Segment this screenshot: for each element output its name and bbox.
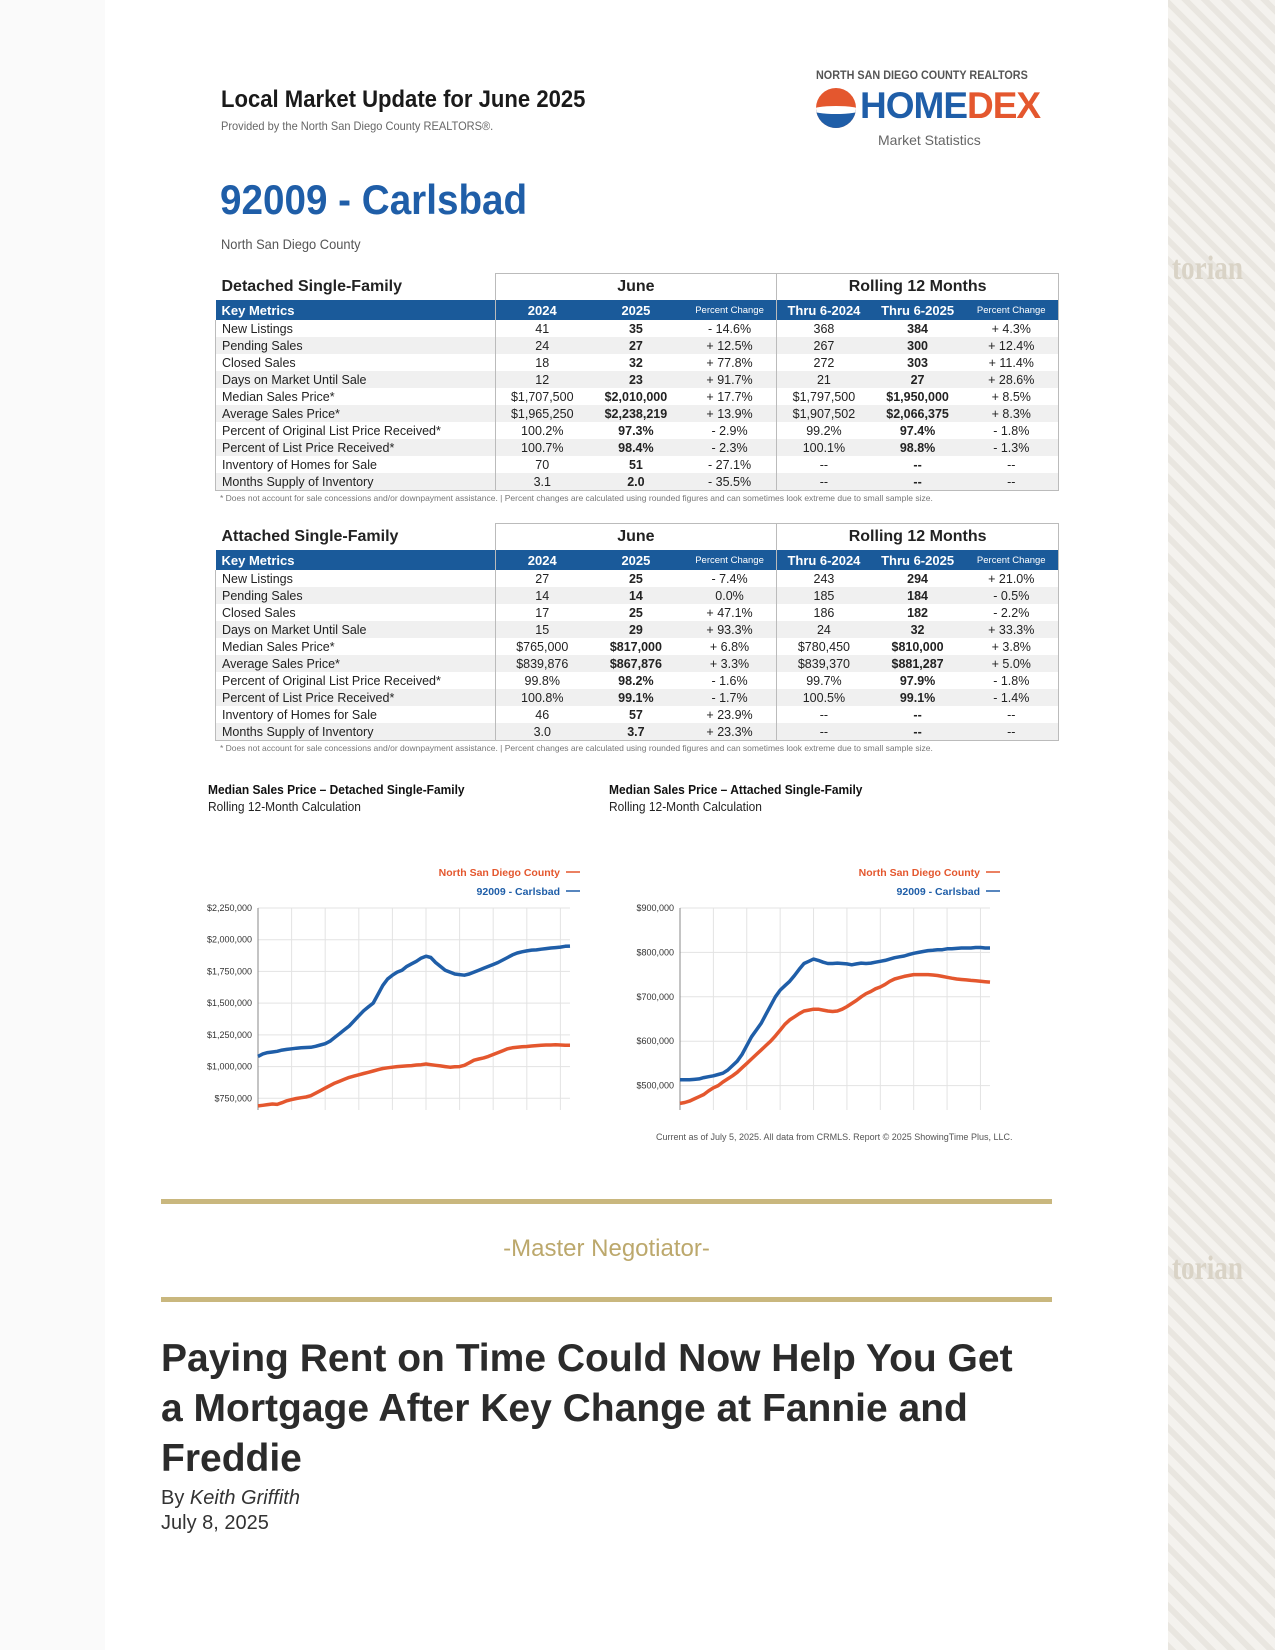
metric-value: 24 bbox=[495, 337, 589, 354]
table-column-header: Percent Change bbox=[683, 550, 777, 570]
table-row bbox=[216, 638, 1059, 655]
metric-value: -- bbox=[913, 707, 922, 722]
metric-value: 32 bbox=[871, 621, 965, 638]
article-title[interactable]: Paying Rent on Time Could Now Help You Get a Mortgage After Key Change at Fannie and Freddie bbox=[161, 1337, 1013, 1480]
metric-value: - 14.6% bbox=[707, 321, 752, 336]
metric-value: $780,450 bbox=[777, 638, 871, 655]
metric-value: 97.4% bbox=[899, 423, 936, 438]
chart-title: Median Sales Price – Detached Single-Family bbox=[208, 782, 465, 797]
table-row bbox=[216, 405, 1059, 422]
metric-label: Inventory of Homes for Sale bbox=[216, 706, 496, 723]
table-key-header: Key Metrics bbox=[216, 550, 496, 570]
metric-value: + 8.5% bbox=[965, 388, 1059, 405]
metric-value: 27 bbox=[871, 371, 965, 388]
metric-value: - 2.2% bbox=[965, 604, 1059, 621]
metric-value: 300 bbox=[871, 337, 965, 354]
market-report-sheet bbox=[168, 50, 1076, 1210]
metric-value: + 33.3% bbox=[965, 621, 1059, 638]
series-line-county bbox=[680, 975, 990, 1104]
article-date: July 8, 2025 bbox=[161, 1512, 269, 1534]
metric-value: -- bbox=[777, 723, 871, 741]
metric-value: - 1.3% bbox=[965, 439, 1059, 456]
metric-value: + 47.1% bbox=[706, 605, 753, 620]
metric-value: + 12.4% bbox=[965, 337, 1059, 354]
metric-value: + 23.9% bbox=[706, 707, 753, 722]
y-tick-label: $1,250,000 bbox=[206, 1029, 252, 1040]
metric-value: - 1.8% bbox=[965, 672, 1059, 689]
metric-value: 182 bbox=[907, 605, 928, 620]
metric-label: New Listings bbox=[216, 570, 496, 587]
table-column-header: Thru 6-2025 bbox=[871, 300, 965, 320]
table-row bbox=[216, 672, 1059, 689]
decorative-text: torian bbox=[1172, 1250, 1244, 1287]
metric-value: 27 bbox=[589, 337, 683, 354]
metric-label: Percent of List Price Received* bbox=[216, 439, 496, 456]
area-subtitle: North San Diego County bbox=[221, 236, 361, 252]
metric-value: 100.8% bbox=[495, 689, 589, 706]
metric-value: -- bbox=[965, 706, 1059, 723]
metric-value: 100.7% bbox=[495, 439, 589, 456]
table-column-header: Percent Change bbox=[683, 300, 777, 320]
metric-label: Inventory of Homes for Sale bbox=[216, 456, 496, 473]
metric-value: 267 bbox=[777, 337, 871, 354]
metric-value: 97.9% bbox=[899, 673, 936, 688]
report-subtitle: Provided by the North San Diego County REALTORS®. bbox=[221, 119, 494, 133]
metric-value: -- bbox=[965, 723, 1059, 741]
table-column-header: 2024 bbox=[495, 300, 589, 320]
table-row bbox=[216, 706, 1059, 723]
metric-value: 70 bbox=[495, 456, 589, 473]
metric-label: Pending Sales bbox=[216, 587, 496, 604]
table-group-header: June bbox=[495, 274, 777, 301]
metric-value: 3.0 bbox=[495, 723, 589, 741]
metric-label: Months Supply of Inventory bbox=[216, 723, 496, 741]
divider-bottom bbox=[161, 1297, 1052, 1302]
metric-value: 99.2% bbox=[777, 422, 871, 439]
metric-label: Median Sales Price* bbox=[216, 388, 496, 405]
legend-entry: 92009 - Carlsbad bbox=[896, 886, 980, 898]
table-column-header: Thru 6-2024 bbox=[777, 550, 871, 570]
data-credit: Current as of July 5, 2025. All data from CRMLS. Report © 2025 ShowingTime Plus, LLC. bbox=[656, 1132, 1013, 1142]
metric-value: 100.1% bbox=[777, 439, 871, 456]
metric-label: Closed Sales bbox=[216, 354, 496, 371]
table-row bbox=[216, 371, 1059, 388]
y-tick-label: $2,250,000 bbox=[206, 903, 252, 913]
metric-value: 29 bbox=[589, 621, 683, 638]
chart-subtitle: Rolling 12-Month Calculation bbox=[609, 799, 762, 814]
metric-value: -- bbox=[777, 473, 871, 491]
metric-value: 100.2% bbox=[495, 422, 589, 439]
table-row bbox=[216, 570, 1059, 587]
table-column-header: 2024 bbox=[495, 550, 589, 570]
metric-value: + 5.0% bbox=[965, 655, 1059, 672]
table-group-header: Rolling 12 Months bbox=[777, 274, 1059, 301]
table-row bbox=[216, 587, 1059, 604]
metric-value: 32 bbox=[628, 355, 643, 370]
metric-value: 3.1 bbox=[495, 473, 589, 491]
metric-value: 2.0 bbox=[589, 473, 683, 491]
y-tick-label: $900,000 bbox=[636, 903, 674, 913]
table-row bbox=[216, 320, 1059, 337]
metric-value: 24 bbox=[777, 621, 871, 638]
metric-value: - 2.9% bbox=[711, 423, 748, 438]
table-footnote: * Does not account for sale concessions and/or downpayment assistance. | Percent changes are calculated using rounded figures and can sometimes look extreme due to small sample size. bbox=[220, 493, 933, 503]
metric-value: 98.4% bbox=[589, 439, 683, 456]
metric-value: + 11.4% bbox=[965, 354, 1059, 371]
metric-value: 12 bbox=[495, 371, 589, 388]
metric-value: - 35.5% bbox=[683, 473, 777, 491]
metric-value: -- bbox=[777, 706, 871, 723]
table-section-title: Attached Single-Family bbox=[221, 527, 399, 545]
metric-value: 272 bbox=[777, 354, 871, 371]
metric-label: Closed Sales bbox=[216, 604, 496, 621]
metric-value: $1,950,000 bbox=[886, 389, 949, 404]
table-column-header: Percent Change bbox=[965, 300, 1059, 320]
legend-entry: North San Diego County bbox=[438, 867, 560, 879]
table-footnote: * Does not account for sale concessions and/or downpayment assistance. | Percent changes are calculated using rounded figures and can sometimes look extreme due to small sample size. bbox=[220, 743, 933, 753]
table-row bbox=[216, 456, 1059, 473]
metric-value: + 4.3% bbox=[965, 320, 1059, 337]
left-margin bbox=[0, 0, 105, 1650]
metric-value: 14 bbox=[589, 587, 683, 604]
y-tick-label: $750,000 bbox=[214, 1093, 252, 1104]
table-row bbox=[216, 354, 1059, 371]
metric-value: $817,000 bbox=[609, 639, 662, 654]
table-row bbox=[216, 689, 1059, 706]
metric-value: - 1.7% bbox=[683, 689, 777, 706]
table-group-header: Rolling 12 Months bbox=[777, 524, 1059, 551]
table-row bbox=[216, 337, 1059, 354]
metric-value: - 1.4% bbox=[965, 689, 1059, 706]
area-title: 92009 - Carlsbad bbox=[220, 176, 528, 223]
metric-value: 46 bbox=[495, 706, 589, 723]
table-row bbox=[216, 388, 1059, 405]
metric-value: - 27.1% bbox=[707, 457, 752, 472]
metric-value: - 1.8% bbox=[965, 422, 1059, 439]
metric-value: + 12.5% bbox=[683, 337, 777, 354]
metric-value: $1,965,250 bbox=[495, 405, 589, 422]
metric-value: + 91.7% bbox=[683, 371, 777, 388]
metric-value: 18 bbox=[495, 354, 589, 371]
table-row bbox=[216, 655, 1059, 672]
logo-tagline: Market Statistics bbox=[878, 132, 981, 148]
attached-metrics-table bbox=[215, 523, 1059, 741]
metric-value: 98.2% bbox=[618, 673, 654, 688]
metric-value: 17 bbox=[495, 604, 589, 621]
metric-value: $810,000 bbox=[891, 639, 944, 654]
metric-value: 99.8% bbox=[495, 672, 589, 689]
metric-value: $839,876 bbox=[495, 655, 589, 672]
metric-value: -- bbox=[965, 456, 1059, 473]
y-tick-label: $1,500,000 bbox=[206, 998, 252, 1009]
decorative-text: torian bbox=[1172, 250, 1244, 287]
y-tick-label: $700,000 bbox=[636, 991, 674, 1002]
metric-value: + 8.3% bbox=[965, 405, 1059, 422]
metric-value: 25 bbox=[628, 605, 643, 620]
metric-value: 14 bbox=[495, 587, 589, 604]
metric-value: $2,238,219 bbox=[589, 405, 683, 422]
metric-value: -- bbox=[965, 473, 1059, 491]
metric-value: 368 bbox=[777, 320, 871, 337]
metric-value: 41 bbox=[495, 320, 589, 337]
metric-value: $2,066,375 bbox=[871, 405, 965, 422]
metric-value: + 23.3% bbox=[683, 723, 777, 741]
byline: By Keith Griffith bbox=[161, 1487, 300, 1509]
metric-value: + 28.6% bbox=[965, 371, 1059, 388]
y-tick-label: $1,000,000 bbox=[206, 1061, 252, 1072]
metric-value: $867,876 bbox=[589, 655, 683, 672]
metric-label: Days on Market Until Sale bbox=[216, 371, 496, 388]
y-tick-label: $600,000 bbox=[636, 1036, 674, 1047]
logo-association: NORTH SAN DIEGO COUNTY REALTORS bbox=[816, 68, 1028, 82]
metric-label: Median Sales Price* bbox=[216, 638, 496, 655]
table-group-header: June bbox=[495, 524, 777, 551]
metric-value: 243 bbox=[777, 570, 871, 587]
metric-value: -- bbox=[777, 456, 871, 473]
table-key-header: Key Metrics bbox=[216, 300, 496, 320]
metric-value: 184 bbox=[871, 587, 965, 604]
table-row bbox=[216, 604, 1059, 621]
metric-value: 99.7% bbox=[777, 672, 871, 689]
metric-value: 384 bbox=[907, 321, 928, 336]
table-row bbox=[216, 422, 1059, 439]
metric-value: + 3.8% bbox=[965, 638, 1059, 655]
metric-value: 0.0% bbox=[683, 587, 777, 604]
y-tick-label: $1,750,000 bbox=[206, 966, 252, 977]
metric-value: 186 bbox=[777, 604, 871, 621]
metric-value: + 6.8% bbox=[709, 639, 750, 654]
legend-entry: North San Diego County bbox=[858, 867, 980, 879]
metric-label: New Listings bbox=[216, 320, 496, 337]
metric-value: $839,370 bbox=[777, 655, 871, 672]
metric-value: $2,010,000 bbox=[604, 389, 668, 404]
series-line-county bbox=[258, 1045, 570, 1106]
table-column-header: 2025 bbox=[589, 300, 683, 320]
series-line-carlsbad bbox=[680, 948, 990, 1080]
metric-value: 185 bbox=[777, 587, 871, 604]
metric-value: - 2.3% bbox=[683, 439, 777, 456]
y-tick-label: $500,000 bbox=[636, 1080, 674, 1091]
table-row bbox=[216, 723, 1059, 741]
attached-median-price-chart bbox=[588, 810, 1028, 1110]
metric-value: 98.8% bbox=[871, 439, 965, 456]
table-column-header: 2025 bbox=[589, 550, 683, 570]
metric-value: - 1.6% bbox=[711, 673, 748, 688]
metric-label: Pending Sales bbox=[216, 337, 496, 354]
metric-value: - 0.5% bbox=[965, 587, 1059, 604]
metric-value: $1,797,500 bbox=[777, 388, 871, 405]
author-name: Keith Griffith bbox=[189, 1487, 300, 1509]
chart-title: Median Sales Price – Attached Single-Family bbox=[609, 782, 863, 797]
detached-metrics-table bbox=[215, 273, 1059, 491]
metric-value: 25 bbox=[628, 571, 643, 586]
metric-value: 99.1% bbox=[589, 689, 683, 706]
metric-value: + 21.0% bbox=[965, 570, 1059, 587]
metric-value: 3.7 bbox=[589, 723, 683, 741]
table-section-title: Detached Single-Family bbox=[221, 277, 402, 295]
metric-value: -- bbox=[913, 457, 922, 472]
metric-value: 23 bbox=[589, 371, 683, 388]
table-column-header: Thru 6-2025 bbox=[871, 550, 965, 570]
metric-value: + 3.3% bbox=[683, 655, 777, 672]
metric-value: $765,000 bbox=[495, 638, 589, 655]
metric-value: 100.5% bbox=[777, 689, 871, 706]
divider-top bbox=[161, 1199, 1052, 1204]
metric-value: 35 bbox=[628, 321, 643, 336]
report-title: Local Market Update for June 2025 bbox=[221, 86, 586, 113]
homedex-logo: HOMEDEX bbox=[860, 85, 1041, 126]
metric-label: Average Sales Price* bbox=[216, 405, 496, 422]
table-row bbox=[216, 439, 1059, 456]
table-column-header: Percent Change bbox=[965, 550, 1059, 570]
table-row bbox=[216, 621, 1059, 638]
metric-value: + 77.8% bbox=[706, 355, 753, 370]
metric-value: 294 bbox=[907, 571, 928, 586]
metric-value: -- bbox=[871, 723, 965, 741]
metric-label: Days on Market Until Sale bbox=[216, 621, 496, 638]
metric-value: + 93.3% bbox=[683, 621, 777, 638]
metric-value: 15 bbox=[495, 621, 589, 638]
tagline: -Master Negotiator- bbox=[503, 1235, 710, 1262]
metric-label: Average Sales Price* bbox=[216, 655, 496, 672]
metric-value: 27 bbox=[495, 570, 589, 587]
table-row bbox=[216, 473, 1059, 491]
homedex-logo-icon bbox=[816, 88, 856, 128]
metric-value: 21 bbox=[777, 371, 871, 388]
metric-label: Percent of Original List Price Received* bbox=[216, 422, 496, 439]
y-tick-label: $2,000,000 bbox=[206, 934, 252, 945]
series-line-carlsbad bbox=[258, 946, 570, 1056]
metric-label: Percent of Original List Price Received* bbox=[216, 672, 496, 689]
detached-median-price-chart bbox=[168, 810, 608, 1110]
chart-subtitle: Rolling 12-Month Calculation bbox=[208, 799, 361, 814]
metric-value: 51 bbox=[628, 457, 643, 472]
legend-entry: 92009 - Carlsbad bbox=[476, 886, 560, 898]
metric-value: 97.3% bbox=[618, 423, 654, 438]
metric-label: Months Supply of Inventory bbox=[216, 473, 496, 491]
table-column-header: Thru 6-2024 bbox=[777, 300, 871, 320]
metric-value: $1,707,500 bbox=[495, 388, 589, 405]
metric-label: Percent of List Price Received* bbox=[216, 689, 496, 706]
metric-value: 57 bbox=[628, 707, 643, 722]
metric-value: + 13.9% bbox=[683, 405, 777, 422]
metric-value: -- bbox=[871, 473, 965, 491]
y-tick-label: $800,000 bbox=[636, 947, 674, 958]
metric-value: 303 bbox=[907, 355, 928, 370]
metric-value: - 7.4% bbox=[711, 571, 748, 586]
metric-value: + 17.7% bbox=[706, 389, 753, 404]
metric-value: $1,907,502 bbox=[777, 405, 871, 422]
decorative-background-panel bbox=[1168, 0, 1275, 1650]
metric-value: 99.1% bbox=[871, 689, 965, 706]
metric-value: $881,287 bbox=[871, 655, 965, 672]
